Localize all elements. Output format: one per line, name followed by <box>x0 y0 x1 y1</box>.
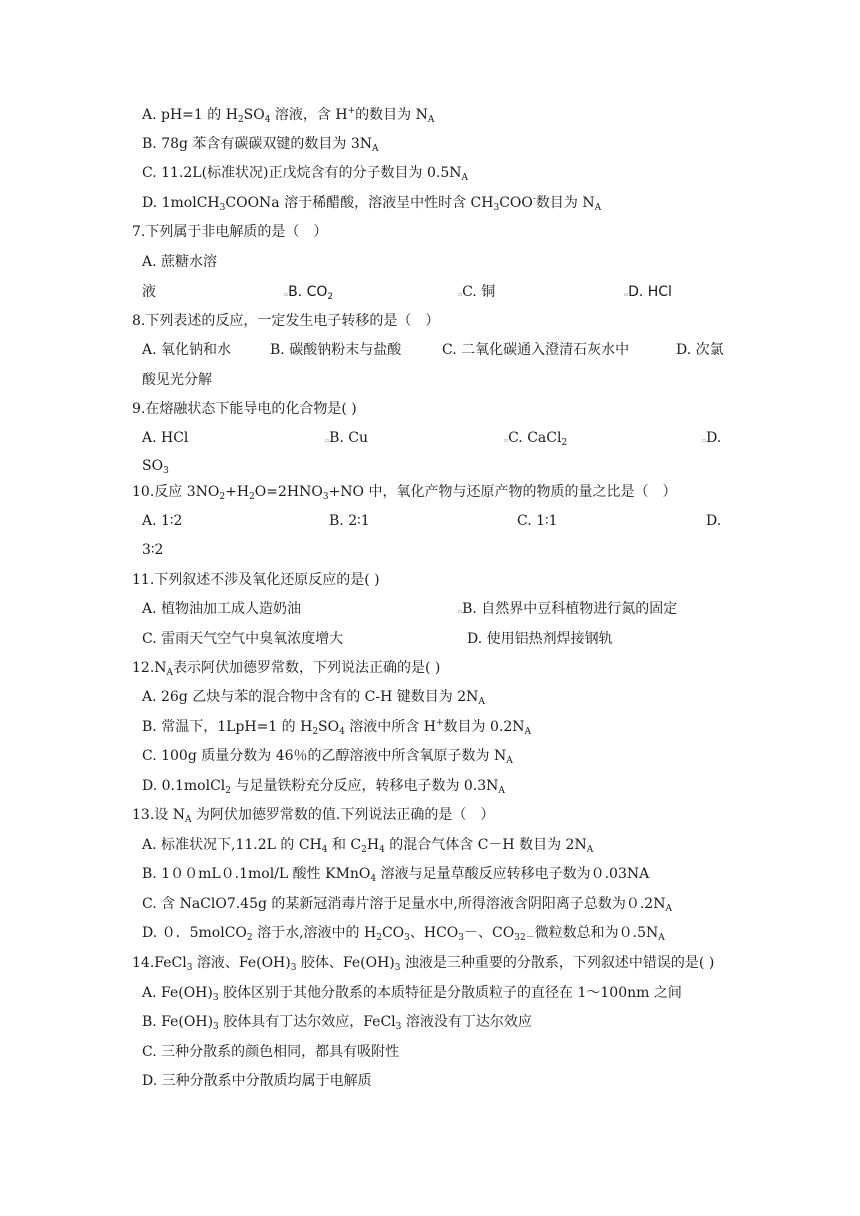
text: B. Cu <box>329 430 368 446</box>
text: D. ０．5molCO <box>142 925 247 941</box>
subscript: 4 <box>370 874 377 884</box>
subscript: 3 <box>186 963 193 973</box>
text: C. 含 NaClO7.45g 的某新冠消毒片溶于足量水中,所得溶液含阴阳离子总数为０.2N <box>142 896 666 912</box>
text: 表示阿伏加德罗常数，下列说法正确的是( ) <box>173 660 441 676</box>
q7-option-c: ▫C. 铜 <box>458 284 496 300</box>
subscript: A <box>594 203 602 213</box>
text: CO <box>381 925 405 941</box>
text: 为阿伏加德罗常数的值.下列说法正确的是（ ） <box>191 807 495 823</box>
q6-option-c <box>142 164 468 182</box>
superscript: + <box>347 106 356 116</box>
q10-option-d-cont: 3∶2 <box>142 542 164 558</box>
q14-option-d: D. 三种分散系中分散质均属于电解质 <box>142 1073 372 1089</box>
q8-option-b: B. 碳酸钠粉末与盐酸 <box>270 342 402 358</box>
text: 、HCO <box>409 925 459 941</box>
q14-option-b <box>142 1013 532 1031</box>
subscript: 3 <box>404 933 410 943</box>
subscript: 2 <box>225 786 231 796</box>
text: A. Fe(OH) <box>142 985 213 1001</box>
subscript: 2 <box>327 292 334 302</box>
q11-stem: 11.下列叙述不涉及氧化还原反应的是( ) <box>132 572 380 588</box>
q10-option-b: B. 2∶1 <box>329 513 370 529</box>
text: COO <box>499 195 533 211</box>
q6-option-d <box>142 194 601 212</box>
subscript: 4 <box>321 845 328 855</box>
text: H <box>366 837 380 853</box>
q12-option-c <box>142 747 513 765</box>
text: B. 常温下，1LpH=1 的 H <box>142 719 313 735</box>
text: 微粒数总和为０.5N <box>534 925 659 941</box>
text: 13.设 N <box>132 807 185 823</box>
text: 14.FeCl <box>132 955 187 971</box>
text: B. 自然界中豆科植物进行氮的固定 <box>462 601 678 617</box>
text: 12.N <box>132 660 167 676</box>
q12-option-a <box>142 688 485 706</box>
subscript: A <box>372 144 379 154</box>
subscript: 3 <box>213 1022 219 1032</box>
q9-option-c: ▫C. CaCl$_2$ <box>504 430 568 448</box>
subscript: 2 <box>219 492 226 502</box>
subscript: 2 <box>249 492 255 502</box>
text: SO <box>142 458 164 474</box>
q13-option-b <box>142 865 649 883</box>
text: B. CO <box>288 284 328 300</box>
text: 的数目为 N <box>355 107 428 123</box>
subscript: A <box>665 904 672 914</box>
subscript: A <box>427 115 435 125</box>
subscript: 3 <box>290 963 297 973</box>
subscript: A <box>658 933 665 943</box>
q12-stem <box>132 659 440 677</box>
q9-option-d: ▫D. <box>702 430 722 446</box>
q9-option-b: ▫B. Cu <box>325 430 368 446</box>
text: C. CaCl <box>508 430 562 446</box>
q7-option-a: A. 蔗糖水溶 <box>142 254 218 270</box>
q9-option-a: A. HCl <box>142 430 189 446</box>
q6-option-b <box>142 135 379 153</box>
q10-option-a: A. 1∶2 <box>142 513 183 529</box>
q11-option-a: A. 植物油加工成人造奶油 <box>142 601 302 617</box>
q8-option-a: A. 氧化钠和水 <box>142 342 232 358</box>
text: 溶液中所含 H <box>344 719 436 735</box>
q13-option-c <box>142 895 672 913</box>
text: D. HCl <box>628 284 672 300</box>
text: D. <box>706 430 722 446</box>
text: +NO 中，氧化产物与还原产物的物质的量之比是（ ） <box>328 484 677 500</box>
q10-option-c: C. 1∶1 <box>517 513 558 529</box>
text: 溶液与足量草酸反应转移电子数为０.03NA <box>376 866 650 882</box>
subscript: 3 <box>395 1022 402 1032</box>
subscript: 2 <box>361 845 367 855</box>
text: 与足量铁粉充分反应，转移电子数为 0.3N <box>231 778 499 794</box>
text: C. 铜 <box>462 284 496 300</box>
text: 溶于水,溶液中的 H <box>252 925 377 941</box>
q10-stem <box>132 483 677 501</box>
text: 浊液是三种重要的分散系，下列叙述中错误的是( ) <box>400 955 715 971</box>
q8-option-c: C. 二氧化碳通入澄清石灰水中 <box>442 342 630 358</box>
q11-option-b: ▫B. 自然界中豆科植物进行氮的固定 <box>458 601 678 617</box>
text: C. 11.2L(标准状况)正戊烷含有的分子数目为 0.5N <box>142 165 462 181</box>
subscript: A <box>524 727 531 737</box>
text: D. 1molCH <box>142 195 220 211</box>
text: SO <box>243 107 265 123</box>
text: 数目为 N <box>535 195 595 211</box>
subscript: 4 <box>264 115 271 125</box>
text: 和 C <box>327 837 362 853</box>
q7-stem: 7.下列属于非电解质的是（ ） <box>132 224 328 240</box>
subscript: 2 <box>246 933 253 943</box>
subscript: 2－ <box>519 933 535 943</box>
subscript: 4 <box>339 727 345 737</box>
subscript: 4 <box>379 845 385 855</box>
text: +H <box>225 484 250 500</box>
text: SO <box>318 719 340 735</box>
text: O=2HNO <box>254 484 323 500</box>
subscript: 3 <box>493 203 500 213</box>
subscript: 3 <box>163 466 169 476</box>
subscript: 3 <box>514 933 520 943</box>
q6-option-a <box>142 106 434 124</box>
q8-option-d-cont: 酸见光分解 <box>142 372 212 388</box>
subscript: A <box>506 756 513 766</box>
subscript: A <box>184 815 192 825</box>
q7-option-a-cont: 液 <box>142 284 156 300</box>
q14-option-c: C. 三种分散系的颜色相同，都具有吸附性 <box>142 1044 400 1060</box>
text: D. 0.1molCl <box>142 778 226 794</box>
superscript: - <box>532 194 536 204</box>
text: A. 26g 乙炔与苯的混合物中含有的 C-H 键数目为 2N <box>142 689 479 705</box>
superscript: + <box>435 718 444 728</box>
text: 胶体、Fe(OH) <box>296 955 395 971</box>
q12-option-d <box>142 777 505 795</box>
subscript: 3 <box>458 933 465 943</box>
subscript: A <box>586 845 594 855</box>
subscript: A <box>498 786 505 796</box>
subscript: 2 <box>561 438 568 448</box>
subscript: 3 <box>219 203 226 213</box>
q9-option-d-cont <box>142 457 169 475</box>
q8-stem: 8.下列表述的反应，一定发生电子转移的是（ ） <box>132 313 440 329</box>
q9-stem: 9.在熔融状态下能导电的化合物是( ) <box>132 401 357 417</box>
q10-option-d: D. <box>706 513 722 529</box>
q13-option-a <box>142 836 593 854</box>
text: 胶体具有丁达尔效应，FeCl <box>218 1014 396 1030</box>
text: C. 100g 质量分数为 46％的乙醇溶液中所含氧原子数为 N <box>142 748 507 764</box>
text: －、CO <box>464 925 515 941</box>
q13-option-d <box>142 924 665 942</box>
text: B. 78g 苯含有碳碳双键的数目为 3N <box>142 136 373 152</box>
subscript: 3 <box>394 963 401 973</box>
text: 胶体区别于其他分散系的本质特征是分散质粒子的直径在 1～100nm 之间 <box>218 985 682 1001</box>
text: 的混合气体含 C－H 数目为 2N <box>384 837 587 853</box>
subscript: 2 <box>237 115 244 125</box>
q11-option-d: D. 使用铝热剂焊接钢轨 <box>467 631 613 647</box>
text: 10.反应 3NO <box>132 484 220 500</box>
text: A. pH=1 的 H <box>142 107 238 123</box>
q13-stem <box>132 806 494 824</box>
q12-option-b <box>142 718 531 736</box>
subscript: A <box>461 173 468 183</box>
q7-option-b: ▫B. $CO_2$ <box>284 284 334 302</box>
subscript: 2 <box>376 933 382 943</box>
subscript: A <box>166 668 174 678</box>
text: A. 标准状况下,11.2L 的 CH <box>142 837 322 853</box>
subscript: 3 <box>322 492 329 502</box>
text: B. 1００mL０.1mol/L 酸性 KMnO <box>142 866 371 882</box>
text: COONa 溶于稀醋酸，溶液呈中性时含 CH <box>225 195 494 211</box>
q8-option-d: D. 次氯 <box>676 342 724 358</box>
q14-stem <box>132 954 714 972</box>
q14-option-a <box>142 984 682 1002</box>
q11-option-c: C. 雷雨天气空气中臭氧浓度增大 <box>142 631 344 647</box>
text: 溶液、Fe(OH) <box>192 955 291 971</box>
text: 数目为 0.2N <box>443 719 525 735</box>
text: 溶液没有丁达尔效应 <box>401 1014 532 1030</box>
text: 溶液，含 H <box>270 107 348 123</box>
subscript: A <box>478 697 485 707</box>
q7-option-d: ▫D. HCl <box>624 284 672 300</box>
subscript: 2 <box>312 727 319 737</box>
text: B. Fe(OH) <box>142 1014 214 1030</box>
subscript: 3 <box>212 993 219 1003</box>
